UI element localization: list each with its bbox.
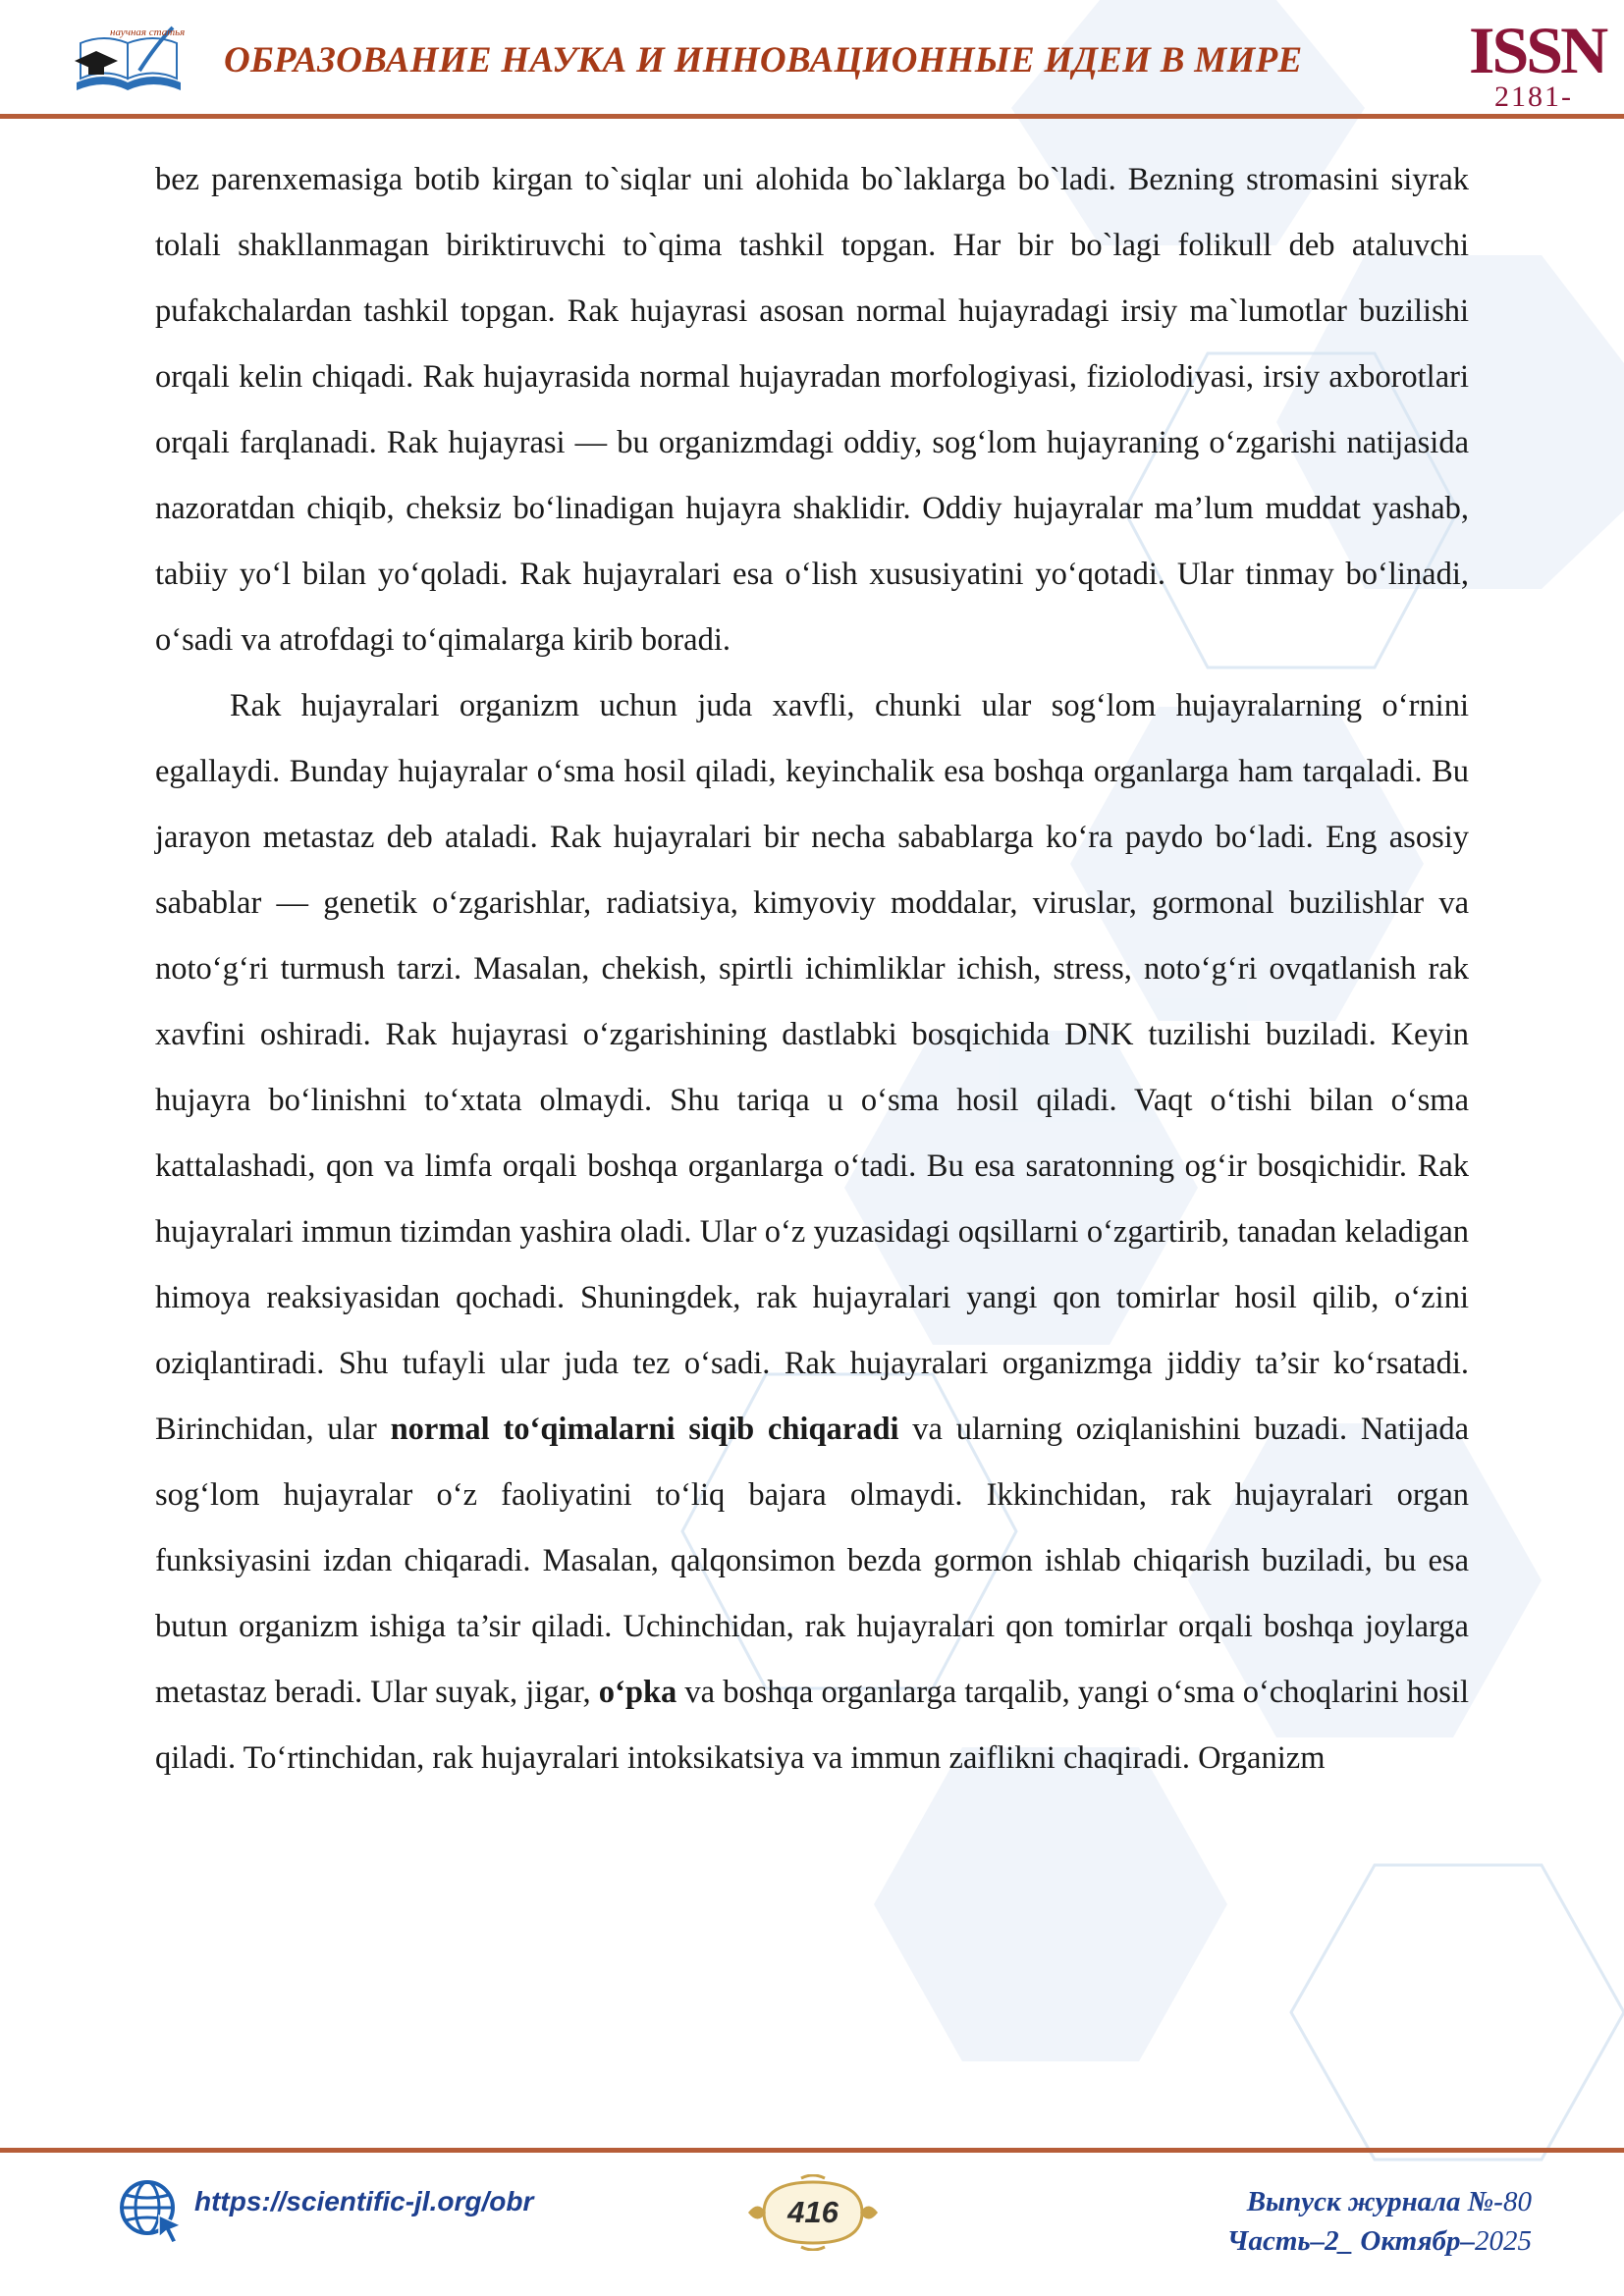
part-label: Часть–2_ Октябр– — [1226, 2225, 1475, 2257]
paragraph-2 — [155, 673, 1469, 1791]
page-number: 416 — [787, 2195, 839, 2229]
text-segment: va boshqa organlarga tarqalib, yangi o‘sma o‘choqlarini hosil qiladi. To‘rtinchidan, rak hujayralari intoksikatsiya va immun zaiflikni chaqiradi. Organizm — [155, 1675, 1469, 1776]
issn-number: 2181- — [1494, 80, 1573, 113]
paragraph-1 — [155, 147, 1469, 673]
bold-phrase: o‘pka — [598, 1675, 677, 1710]
bold-phrase: normal to‘qimalarni siqib chiqaradi — [390, 1412, 899, 1447]
page-number-badge — [744, 2174, 882, 2251]
issue-label: Выпуск журнала №- — [1246, 2186, 1503, 2217]
issue-number: 80 — [1503, 2186, 1532, 2217]
issn-badge — [1469, 13, 1606, 113]
page-header — [0, 0, 1624, 118]
header-divider — [0, 114, 1624, 119]
journal-logo-icon — [71, 22, 187, 102]
issue-year: 2025 — [1475, 2225, 1532, 2257]
globe-icon — [116, 2176, 187, 2247]
logo-text: научная статья — [110, 27, 186, 38]
text-segment: Rak hujayralari organizm uchun juda xavfli, chunki ular sog‘lom hujayralarning o‘rnini egallaydi. Bunday hujayralar o‘sma hosil qiladi, keyinchalik esa boshqa organlarga ham tarqaladi. Bu jarayon metastaz deb ataladi. Rak hujayralari bir necha sabablarga ko‘ra paydo bo‘ladi. Eng asosiy sabablar — genetik o‘zgarishlar, radiatsiya, kimyoviy moddalar, viruslar, gormonal buzilishlar va noto‘g‘ri turmush tarzi. Masalan, chekish, spirtli ichimliklar ichish, stress, noto‘g‘ri ovqatlanish rak xavfini oshiradi. Rak hujayrasi o‘zgarishining dastlabki bosqichida DNK tuzilishi buziladi. Keyin hujayra bo‘linishni to‘xtata olmaydi. Shu tariqa u o‘sma hosil qiladi. Vaqt o‘tishi bilan o‘sma kattalashadi, qon va limfa orqali boshqa organlarga o‘tadi. Bu esa saratonning og‘ir bosqichidir. Rak hujayralari immun tizimdan yashira oladi. Ular o‘z yuzasidagi oqsillarni o‘zgartirib, tanadan keladigan himoya reaksiyasidan qochadi. Shuningdek, rak hujayralari yangi qon tomirlar hosil qilib, o‘zini oziqlantiradi. Shu tufayli ular juda tez o‘sadi. Rak hujayralari organizmga jiddiy ta’sir ko‘rsatadi. Birinchidan, ular — [155, 688, 1469, 1447]
page-footer — [0, 2155, 1624, 2296]
issue-info — [1227, 2182, 1532, 2261]
footer-divider — [0, 2148, 1624, 2153]
text-segment: bez parenxemasiga botib kirgan to`siqlar uni alohida bo`laklarga bo`ladi. Bezning stromasini siyrak tolali shakllanmagan biriktiruvchi to`qima tashkil topgan. Har bir bo`lagi folikull deb ataluvchi pufakchalardan tashkil topgan. Rak hujayrasi asosan normal hujayradagi irsiy ma`lumotlar buzilishi orqali kelin chiqadi. Rak hujayrasida normal hujayradan morfologiyasi, fiziolodiyasi, irsiy axborotlari orqali farqlanadi. Rak hujayrasi — bu organizmdagi oddiy, sog‘lom hujayraning o‘zgarishi natijasida nazoratdan chiqib, cheksiz bo‘linadigan hujayra shaklidir. Oddiy hujayralar ma’lum muddat yashab, tabiiy yo‘l bilan yo‘qoladi. Rak hujayralari esa o‘lish xususiyatini yo‘qotadi. Ular tinmay bo‘linadi, o‘sadi va atrofdagi to‘qimalarga kirib boradi. — [155, 162, 1469, 658]
journal-title: ОБРАЗОВАНИЕ НАУКА И ИННОВАЦИОННЫЕ ИДЕИ В МИРЕ — [224, 40, 1303, 80]
article-body — [155, 147, 1469, 1791]
issn-mark: ISSN — [1469, 13, 1606, 87]
journal-url-link[interactable]: https://scientific-jl.org/obr — [194, 2186, 534, 2216]
text-segment: va ularning oziqlanishini buzadi. Natijada sog‘lom hujayralar o‘z faoliyatini to‘liq bajara olmaydi. Ikkinchidan, rak hujayralari organ funksiyasini izdan chiqaradi. Masalan, qalqonsimon bezda gormon ishlab chiqarish buziladi, bu esa butun organizm ishiga ta’sir qiladi. Uchinchidan, rak hujayralari qon tomirlar orqali boshqa joylarga metastaz beradi. Ular suyak, jigar, — [155, 1412, 1470, 1710]
